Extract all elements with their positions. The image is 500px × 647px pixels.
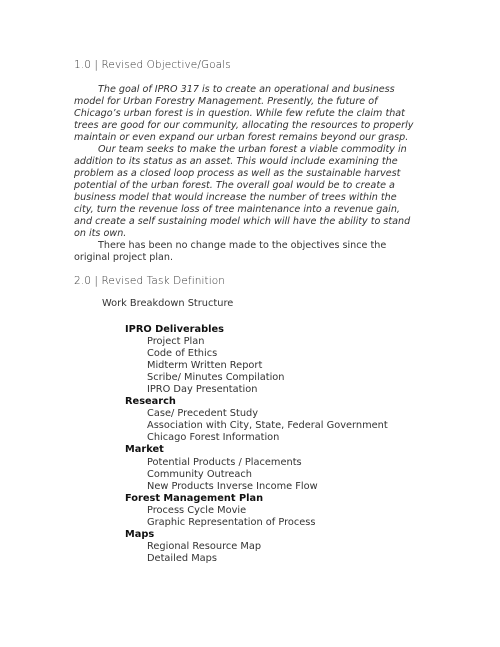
wbs-item: Graphic Representation of Process bbox=[147, 516, 316, 528]
section-1-heading: 1.0 | Revised Objective/Goals bbox=[74, 59, 231, 71]
wbs-item: Midterm Written Report bbox=[147, 360, 263, 372]
wbs-group-title: Maps bbox=[125, 528, 155, 540]
wbs-item: Process Cycle Movie bbox=[147, 504, 247, 516]
wbs-group-maps bbox=[125, 529, 388, 565]
wbs-title: Work Breakdown Structure bbox=[102, 298, 234, 309]
wbs-group-title: Forest Management Plan bbox=[125, 492, 264, 504]
objective-paragraph-1: The goal of IPRO 317 is to create an operational and business model for Urban Forestry Management. Presently, the future of Chicago’s urban forest is in question. While few refute the claim that trees are good for our community, allocating the resources to properly maintain or even expand our urban forest remains beyond our grasp. bbox=[74, 84, 414, 143]
wbs-group-forest-management-plan bbox=[125, 493, 388, 529]
wbs-item: Regional Resource Map bbox=[147, 540, 262, 552]
wbs-item: Community Outreach bbox=[147, 468, 253, 480]
wbs-item: Potential Products / Placements bbox=[147, 456, 302, 468]
wbs-item: Detailed Maps bbox=[147, 552, 217, 564]
wbs-group-title: IPRO Deliverables bbox=[125, 324, 224, 335]
objective-text bbox=[74, 84, 414, 240]
wbs-item: Association with City, State, Federal Government bbox=[147, 420, 388, 432]
objective-paragraph-3: There has been no change made to the objectives since the original project plan. bbox=[74, 240, 387, 263]
wbs-item: New Products Inverse Income Flow bbox=[147, 480, 318, 492]
objective-note bbox=[74, 240, 414, 264]
wbs-group-research bbox=[125, 396, 388, 444]
objective-paragraph-2: Our team seeks to make the urban forest a viable commodity in addition to its status as an asset. This would include examining the problem as a closed loop process as well as the sustainable harvest potential of the urban forest. The overall goal would be to create a business model that would increase the number of trees within the city, turn the revenue loss of tree maintenance into a revenue gain, and create a self sustaining model which will have the ability to stand on its own. bbox=[74, 144, 411, 239]
wbs-group-ipro-deliverables bbox=[125, 324, 388, 396]
wbs-group-market bbox=[125, 444, 388, 492]
wbs-item: Project Plan bbox=[147, 336, 205, 348]
section-2-heading: 2.0 | Revised Task Definition bbox=[74, 275, 226, 287]
wbs-item: Scribe/ Minutes Compilation bbox=[147, 372, 285, 384]
wbs-outline bbox=[125, 324, 388, 565]
wbs-item: IPRO Day Presentation bbox=[147, 384, 258, 396]
wbs-item: Chicago Forest Information bbox=[147, 432, 280, 444]
wbs-item: Case/ Precedent Study bbox=[147, 408, 259, 420]
wbs-item: Code of Ethics bbox=[147, 348, 218, 360]
wbs-group-title: Market bbox=[125, 444, 164, 456]
wbs-group-title: Research bbox=[125, 396, 176, 408]
